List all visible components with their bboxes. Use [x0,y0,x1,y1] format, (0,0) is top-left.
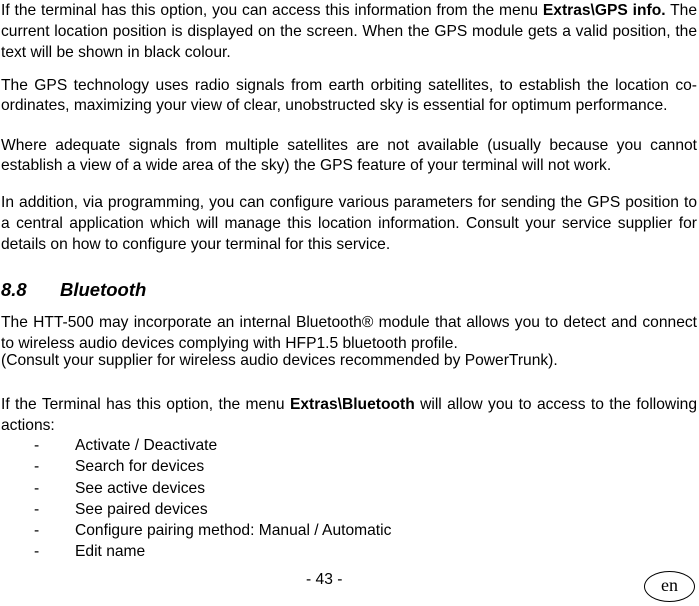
gps-info-paragraph [1,0,697,63]
bullet-dash: - [34,543,40,561]
list-item-text: Activate / Deactivate [75,437,218,454]
bluetooth-supplier-note: (Consult your supplier for wireless audio devices recommended by PowerTrunk). [1,352,558,369]
language-badge: en [644,571,695,602]
bluetooth-menu-paragraph [1,394,697,436]
bullet-dash: - [34,458,40,476]
list-item-text: See active devices [75,479,206,497]
gps-menu-path: Extras\GPS info. [542,2,666,19]
list-item [34,499,391,520]
list-item-text: Search for devices [75,458,205,476]
bluetooth-intro-paragraph: The HTT-500 may incorporate an internal Bluetooth® module that allows you to detect and connect to wireless audio devices complying with HFP1.5 bluetooth profile. [1,314,697,352]
bluetooth-menu-text-start: If the Terminal has this option, the menu [1,396,290,413]
list-item [34,456,391,477]
list-item [34,541,391,562]
bullet-dash: - [34,522,40,540]
list-item [34,478,391,499]
gps-technology-paragraph: The GPS technology uses radio signals from earth orbiting satellites, to establish the location co-ordinates, maximizing your view of clear, unobstructed sky is essential for optimum performance. [1,77,697,114]
gps-info-text-end: The current location position is displayed on the screen. When the GPS module gets a valid position, the text will be shown in black colour. [1,2,698,61]
list-item-text: Configure pairing method: Manual / Automatic [75,522,392,540]
list-item-text: Edit name [75,543,146,561]
gps-programming-paragraph: In addition, via programming, you can configure various parameters for sending the GPS position to a central application which will manage this location information. Consult your service supplier for details on how to configure your terminal for this service. [1,194,697,253]
gps-signal-paragraph: Where adequate signals from multiple satellites are not available (usually because you cannot establish a view of a wide area of the sky) the GPS feature of your terminal will not work. [1,137,697,174]
bullet-dash: - [34,500,40,518]
bluetooth-menu-path: Extras\Bluetooth [289,396,415,413]
section-heading [1,278,146,302]
bluetooth-menu-text-end: will allow you to access to the following actions: [1,396,697,434]
gps-info-text-start: If the terminal has this option, you can access this information from the menu [1,2,543,19]
page-number: - 43 - [306,571,343,588]
list-item [34,435,391,456]
bluetooth-actions-list [34,435,391,563]
bullet-dash: - [34,437,40,454]
bullet-dash: - [34,479,40,497]
section-number: 8.8 [1,279,27,300]
list-item-text: See paired devices [75,500,208,518]
section-title: Bluetooth [60,279,147,300]
list-item [34,520,391,541]
